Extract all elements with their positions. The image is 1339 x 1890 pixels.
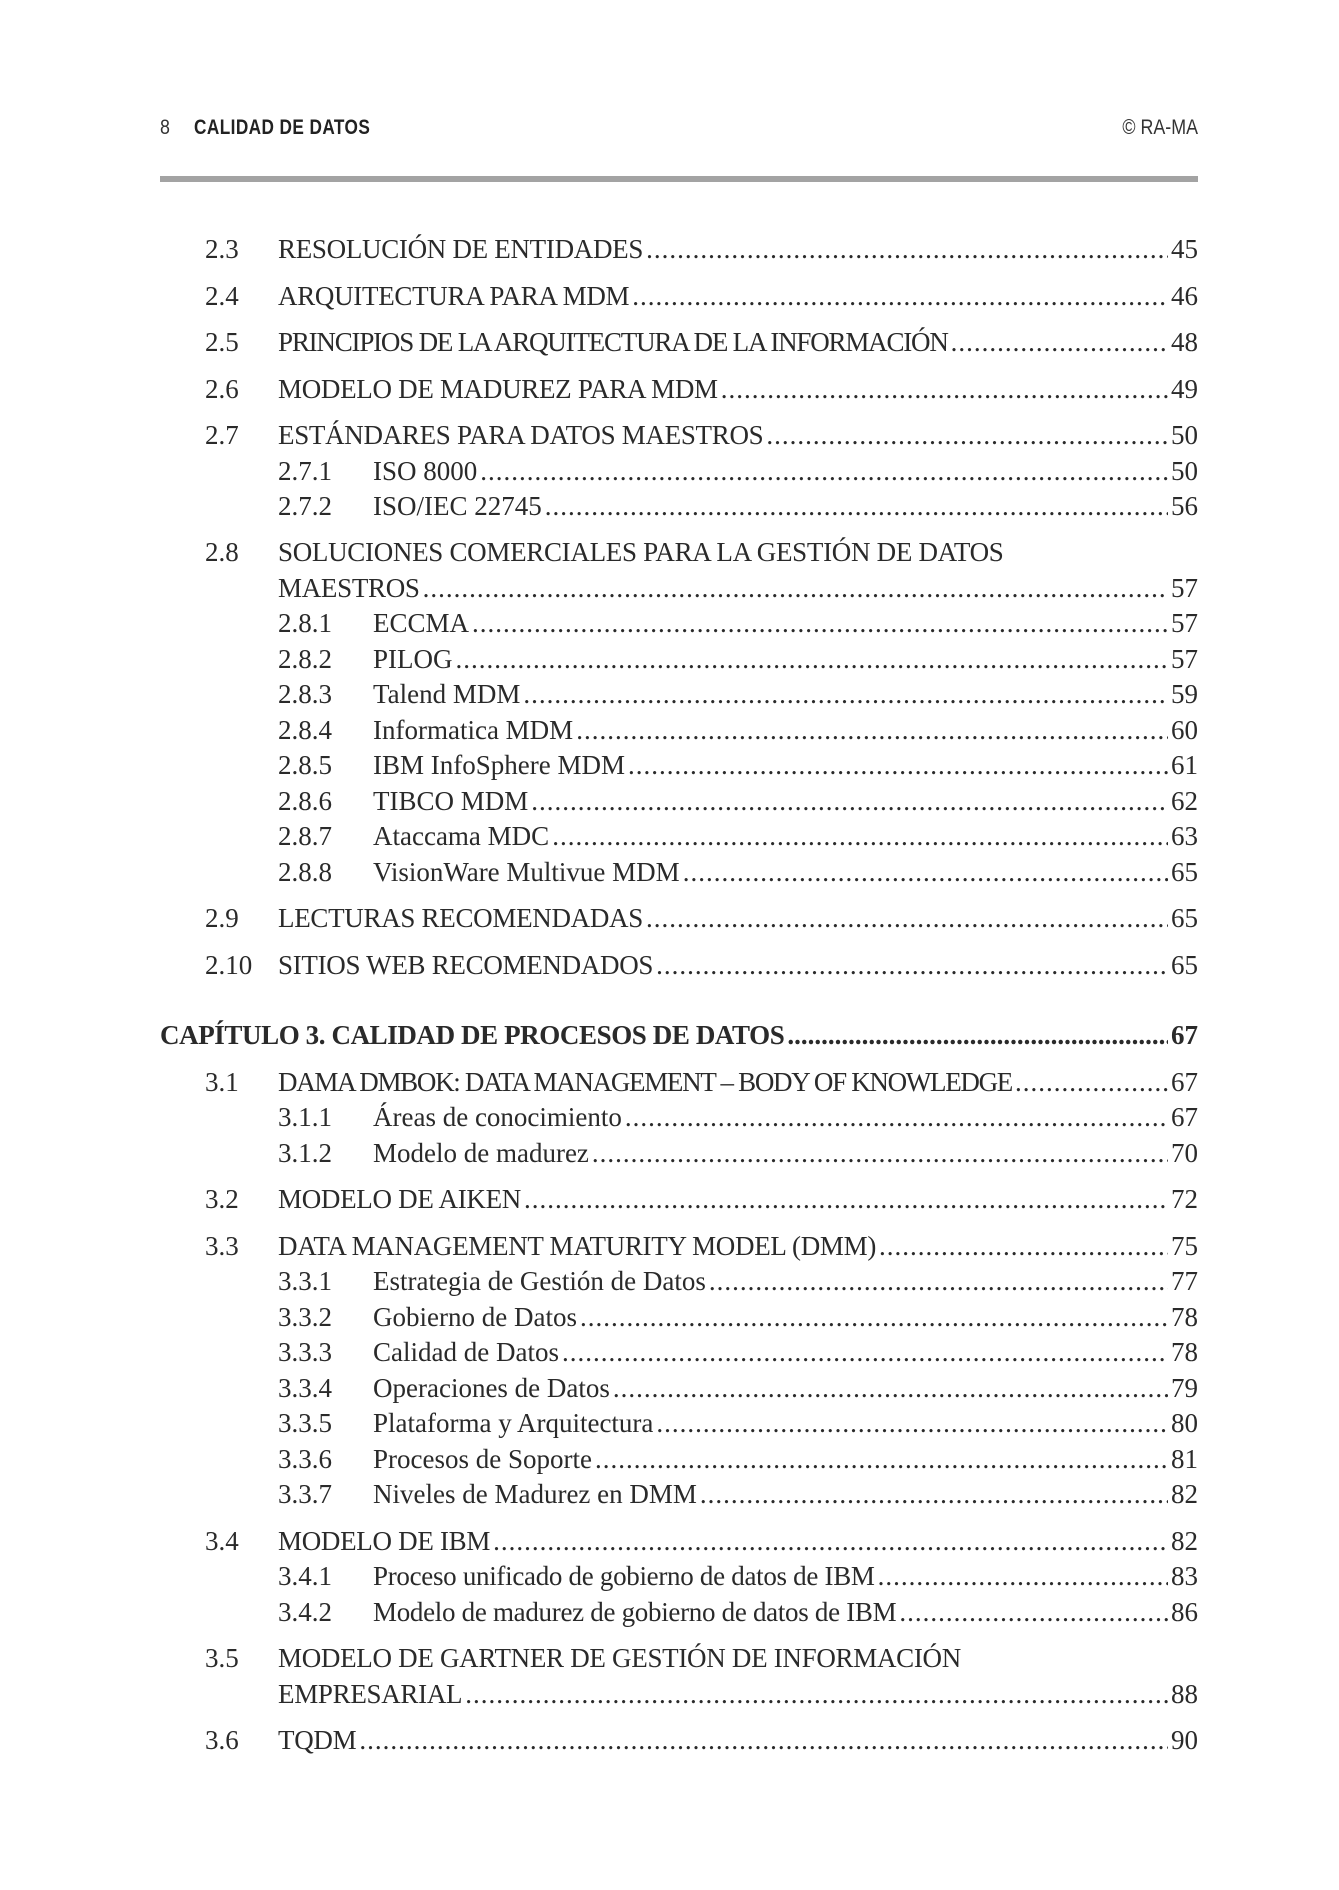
toc-title: SOLUCIONES COMERCIALES PARA LA GESTIÓN DE DATOS [278, 537, 1004, 567]
toc-title: ARQUITECTURA PARA MDM [278, 281, 630, 311]
toc-entry[interactable] [160, 232, 1198, 266]
dot-leader [878, 1559, 1168, 1593]
toc-number: 2.7.1 [278, 456, 332, 486]
toc-page: 67 [1171, 1102, 1198, 1132]
toc-entry-continuation[interactable] [160, 1677, 1198, 1711]
dot-leader [456, 642, 1169, 676]
toc-page: 82 [1171, 1526, 1198, 1556]
toc-number: 3.4.2 [278, 1597, 332, 1627]
toc-chapter[interactable] [160, 1018, 1198, 1052]
toc-page: 67 [1171, 1067, 1198, 1097]
dot-leader [480, 454, 1168, 488]
toc-entry-continuation[interactable] [160, 571, 1198, 605]
toc-page: 81 [1171, 1444, 1198, 1474]
toc-subentry[interactable] [160, 1264, 1198, 1298]
dot-leader [493, 1524, 1168, 1558]
toc-page: 45 [1171, 234, 1198, 264]
toc-page: 77 [1171, 1266, 1198, 1296]
toc-title: ISO/IEC 22745 [373, 491, 542, 521]
toc-title: LECTURAS RECOMENDADAS [278, 903, 643, 933]
toc-entry[interactable] [160, 901, 1198, 935]
dot-leader [628, 748, 1168, 782]
dot-leader [576, 713, 1168, 747]
dot-leader [632, 279, 1168, 313]
toc-page: 83 [1171, 1561, 1198, 1591]
toc-number: 2.6 [205, 374, 239, 404]
toc-number: 3.1.2 [278, 1138, 332, 1168]
toc-page: 65 [1171, 950, 1198, 980]
toc-title: ECCMA [373, 608, 470, 638]
toc-entry[interactable] [160, 1641, 1198, 1675]
toc-entry[interactable] [160, 535, 1198, 569]
dot-leader [951, 325, 1168, 359]
toc-title: MODELO DE GARTNER DE GESTIÓN DE INFORMACIÓN [278, 1643, 961, 1673]
toc-subentry[interactable] [160, 784, 1198, 818]
toc-entry[interactable] [160, 1229, 1198, 1263]
toc-number: 3.4.1 [278, 1561, 332, 1591]
toc-page: 57 [1171, 573, 1198, 603]
toc-title: ESTÁNDARES PARA DATOS MAESTROS [278, 420, 764, 450]
toc-title: Procesos de Soporte [373, 1444, 592, 1474]
toc-page: 82 [1171, 1479, 1198, 1509]
toc-title: MODELO DE IBM [278, 1526, 491, 1556]
dot-leader [423, 571, 1168, 605]
toc-title: Modelo de madurez [373, 1138, 589, 1168]
toc-title: TIBCO MDM [373, 786, 529, 816]
toc-entry[interactable] [160, 325, 1198, 359]
toc-page: 80 [1171, 1408, 1198, 1438]
dot-leader [625, 1100, 1168, 1134]
toc-page: 72 [1171, 1184, 1198, 1214]
toc-subentry[interactable] [160, 1477, 1198, 1511]
dot-leader [562, 1335, 1168, 1369]
toc-subentry[interactable] [160, 855, 1198, 889]
toc-title: Calidad de Datos [373, 1337, 559, 1367]
toc-page: 49 [1171, 374, 1198, 404]
toc-title: Ataccama MDC [373, 821, 550, 851]
toc-subentry[interactable] [160, 1559, 1198, 1593]
header-rule [160, 176, 1198, 182]
toc-page: 78 [1171, 1302, 1198, 1332]
toc-subentry[interactable] [160, 713, 1198, 747]
toc-page: 56 [1171, 491, 1198, 521]
toc-number: 2.8.3 [278, 679, 332, 709]
toc-title: TQDM [278, 1725, 357, 1755]
toc-title-continuation: MAESTROS [278, 573, 420, 603]
toc-page: 50 [1171, 456, 1198, 486]
toc-page: 63 [1171, 821, 1198, 851]
toc-subentry[interactable] [160, 489, 1198, 523]
dot-leader [545, 489, 1168, 523]
toc-title: Talend MDM [373, 679, 521, 709]
dot-leader [879, 1229, 1168, 1263]
toc-title: Proceso unificado de gobierno de datos de IBM [373, 1561, 875, 1591]
toc-page: 59 [1171, 679, 1198, 709]
toc-number: 2.8.5 [278, 750, 332, 780]
dot-leader [523, 677, 1168, 711]
dot-leader [580, 1300, 1168, 1334]
toc-page: 86 [1171, 1597, 1198, 1627]
toc-number: 2.8.2 [278, 644, 332, 674]
dot-leader [359, 1723, 1168, 1757]
toc-number: 2.5 [205, 327, 239, 357]
toc-entry[interactable] [160, 1524, 1198, 1558]
toc-page: 61 [1171, 750, 1198, 780]
toc-title: Áreas de conocimiento [373, 1102, 622, 1132]
dot-leader [721, 372, 1168, 406]
toc-subentry[interactable] [160, 454, 1198, 488]
toc-title: DATA MANAGEMENT MATURITY MODEL (DMM) [278, 1231, 877, 1261]
toc-page: 48 [1171, 327, 1198, 357]
dot-leader [1015, 1065, 1168, 1099]
toc-title-continuation: EMPRESARIAL [278, 1679, 463, 1709]
toc-page: 70 [1171, 1138, 1198, 1168]
toc-number: 2.10 [205, 950, 253, 980]
toc-number: 2.3 [205, 234, 239, 264]
toc-subentry[interactable] [160, 1100, 1198, 1134]
book-title: CALIDAD DE DATOS [194, 116, 371, 139]
toc-subentry[interactable] [160, 677, 1198, 711]
toc-number: 3.3.4 [278, 1373, 332, 1403]
toc-number: 2.8.4 [278, 715, 332, 745]
toc-title: ISO 8000 [373, 456, 478, 486]
toc-subentry[interactable] [160, 1371, 1198, 1405]
running-header [160, 116, 1198, 146]
dot-leader [465, 1677, 1168, 1711]
toc-entry[interactable] [160, 279, 1198, 313]
toc-page: 65 [1171, 857, 1198, 887]
toc-page: 60 [1171, 715, 1198, 745]
page-number: 8 [160, 116, 170, 139]
toc-title: Plataforma y Arquitectura [373, 1408, 654, 1438]
dot-leader [766, 418, 1168, 452]
toc-entry[interactable] [160, 372, 1198, 406]
toc-subentry[interactable] [160, 1442, 1198, 1476]
dot-leader [595, 1442, 1168, 1476]
toc-number: 2.7 [205, 420, 239, 450]
toc-title: IBM InfoSphere MDM [373, 750, 625, 780]
toc-page: 50 [1171, 420, 1198, 450]
toc-number: 3.1.1 [278, 1102, 332, 1132]
toc-number: 3.6 [205, 1725, 239, 1755]
toc-entry[interactable] [160, 418, 1198, 452]
toc-subentry[interactable] [160, 1406, 1198, 1440]
toc-number: 2.8.6 [278, 786, 332, 816]
toc-number: 2.8 [205, 537, 239, 567]
toc-number: 3.3.6 [278, 1444, 332, 1474]
toc-entry[interactable] [160, 1723, 1198, 1757]
toc-title: PRINCIPIOS DE LA ARQUITECTURA DE LA INFORMACIÓN [278, 327, 948, 357]
toc-number: 2.7.2 [278, 491, 332, 521]
toc-subentry[interactable] [160, 1335, 1198, 1369]
dot-leader [531, 784, 1168, 818]
toc-subentry[interactable] [160, 642, 1198, 676]
dot-leader [613, 1371, 1168, 1405]
toc-number: 3.3.2 [278, 1302, 332, 1332]
toc-number: 3.2 [205, 1184, 239, 1214]
toc-page: 78 [1171, 1337, 1198, 1367]
toc-subentry[interactable] [160, 1300, 1198, 1334]
toc-number: 3.3.1 [278, 1266, 332, 1296]
toc-number: 2.9 [205, 903, 239, 933]
toc-page: 90 [1171, 1725, 1198, 1755]
dot-leader [787, 1018, 1168, 1052]
dot-leader [646, 901, 1168, 935]
toc-title: Gobierno de Datos [373, 1302, 577, 1332]
dot-leader [592, 1136, 1168, 1170]
toc-number: 2.8.7 [278, 821, 332, 851]
toc-page: 75 [1171, 1231, 1198, 1261]
dot-leader [683, 855, 1168, 889]
toc-page: 65 [1171, 903, 1198, 933]
toc-number: 3.3 [205, 1231, 239, 1261]
toc-entry[interactable] [160, 1182, 1198, 1216]
toc-subentry[interactable] [160, 1136, 1198, 1170]
toc-page: 57 [1171, 608, 1198, 638]
toc-title: Estrategia de Gestión de Datos [373, 1266, 706, 1296]
toc-page: 79 [1171, 1373, 1198, 1403]
toc-title: VisionWare Multivue MDM [373, 857, 680, 887]
dot-leader [656, 1406, 1168, 1440]
toc-title: Operaciones de Datos [373, 1373, 610, 1403]
toc-subentry[interactable] [160, 1595, 1198, 1629]
toc-subentry[interactable] [160, 748, 1198, 782]
toc-title: Niveles de Madurez en DMM [373, 1479, 697, 1509]
toc-entry[interactable] [160, 948, 1198, 982]
publisher-mark: © RA-MA [1122, 116, 1198, 139]
toc-title: DAMA DMBOK: DATA MANAGEMENT – BODY OF KNOWLEDGE [278, 1067, 1012, 1097]
toc-page: 46 [1171, 281, 1198, 311]
toc-page: 62 [1171, 786, 1198, 816]
toc-page: 57 [1171, 644, 1198, 674]
toc-subentry[interactable] [160, 606, 1198, 640]
dot-leader [646, 232, 1168, 266]
toc-number: 2.4 [205, 281, 239, 311]
dot-leader [472, 606, 1168, 640]
dot-leader [552, 819, 1168, 853]
dot-leader [700, 1477, 1168, 1511]
toc-title: PILOG [373, 644, 453, 674]
toc-title: Modelo de madurez de gobierno de datos de IBM [373, 1597, 897, 1627]
toc-number: 3.1 [205, 1067, 239, 1097]
toc-number: 2.8.8 [278, 857, 332, 887]
toc-title: Informatica MDM [373, 715, 574, 745]
dot-leader [656, 948, 1168, 982]
toc-title: MODELO DE MADUREZ PARA MDM [278, 374, 718, 404]
toc-title: RESOLUCIÓN DE ENTIDADES [278, 234, 644, 264]
dot-leader [899, 1595, 1168, 1629]
toc-number: 3.3.7 [278, 1479, 332, 1509]
toc-entry[interactable] [160, 1065, 1198, 1099]
toc-number: 2.8.1 [278, 608, 332, 638]
toc-number: 3.5 [205, 1643, 239, 1673]
chapter-title: CAPÍTULO 3. CALIDAD DE PROCESOS DE DATOS [160, 1020, 785, 1050]
toc-page: 67 [1171, 1020, 1198, 1050]
toc-number: 3.4 [205, 1526, 239, 1556]
dot-leader [524, 1182, 1168, 1216]
toc-title: SITIOS WEB RECOMENDADOS [278, 950, 654, 980]
dot-leader [709, 1264, 1168, 1298]
toc-title: MODELO DE AIKEN [278, 1184, 521, 1214]
toc-subentry[interactable] [160, 819, 1198, 853]
toc-number: 3.3.3 [278, 1337, 332, 1367]
toc-number: 3.3.5 [278, 1408, 332, 1438]
toc-page: 88 [1171, 1679, 1198, 1709]
